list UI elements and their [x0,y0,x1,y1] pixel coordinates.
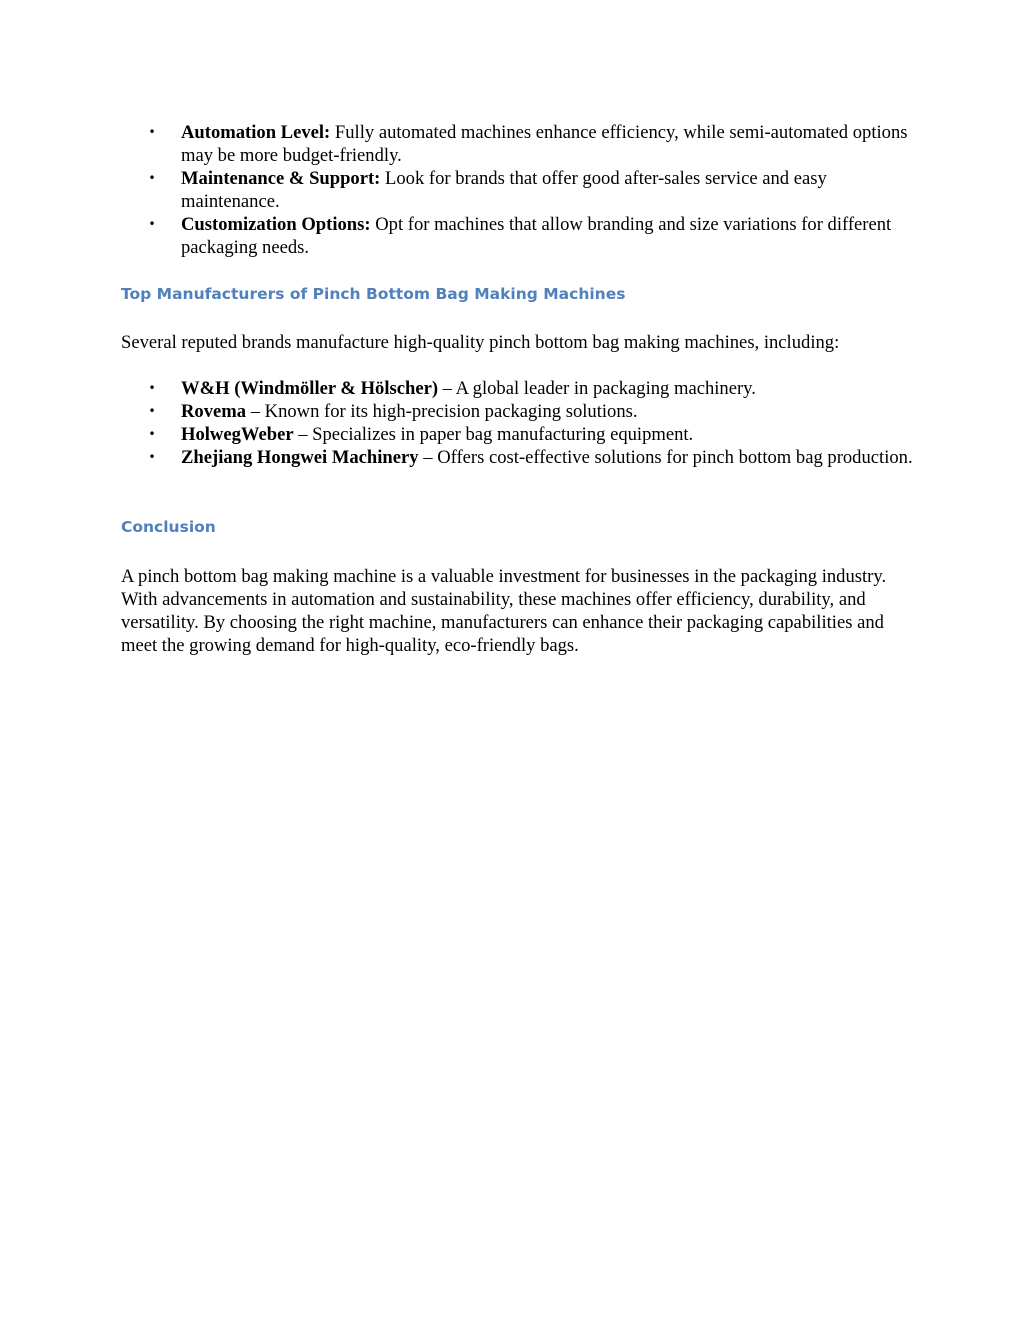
conclusion-body: A pinch bottom bag making machine is a valuable investment for businesses in the packaging industry. With advancements in automation and sustainability, these machines offer efficiency, durability, and versatility. By choosing the right machine, manufacturers can enhance their packaging capabilities and meet the growing demand for high-quality, eco-friendly bags. [121,566,887,656]
bullet-icon: • [148,217,156,231]
manufacturers-heading: Top Manufacturers of Pinch Bottom Bag Making Machines [121,285,626,303]
manufacturer-name: W&H (Windmöller & Hölscher) [181,378,439,399]
manufacturer-name: Zhejiang Hongwei Machinery [181,447,419,468]
bullet-icon: • [148,450,156,464]
criteria-text: Opt for machines that allow branding and size variations for different packaging needs. [181,214,892,258]
manufacturer-desc: – Known for its high-precision packaging solutions. [246,401,638,422]
list-item [121,423,921,446]
criteria-list [121,121,921,259]
list-item [121,121,921,167]
manufacturer-name: Rovema [181,401,247,422]
manufacturers-intro: Several reputed brands manufacture high-quality pinch bottom bag making machines, including: [121,332,840,353]
list-item [121,400,921,423]
conclusion-heading: Conclusion [121,518,216,536]
bullet-icon: • [148,171,156,185]
manufacturer-desc: – Offers cost-effective solutions for pinch bottom bag production. [418,447,913,468]
manufacturer-desc: – Specializes in paper bag manufacturing equipment. [293,424,694,445]
manufacturer-desc: – A global leader in packaging machinery. [438,378,756,399]
list-item [121,213,921,259]
bullet-icon: • [148,125,156,139]
criteria-text: Fully automated machines enhance efficiency, while semi-automated options may be more budget-friendly. [181,122,908,166]
criteria-term: Customization Options: [181,214,371,235]
criteria-term: Automation Level: [181,122,331,143]
criteria-term: Maintenance & Support: [181,168,381,189]
bullet-icon: • [148,427,156,441]
list-item [121,377,921,400]
manufacturer-name: HolwegWeber [181,424,294,445]
list-item [121,446,921,469]
list-item [121,167,921,213]
bullet-icon: • [148,404,156,418]
criteria-text: Look for brands that offer good after-sales service and easy maintenance. [181,168,827,212]
bullet-icon: • [148,381,156,395]
manufacturers-list [121,377,921,469]
